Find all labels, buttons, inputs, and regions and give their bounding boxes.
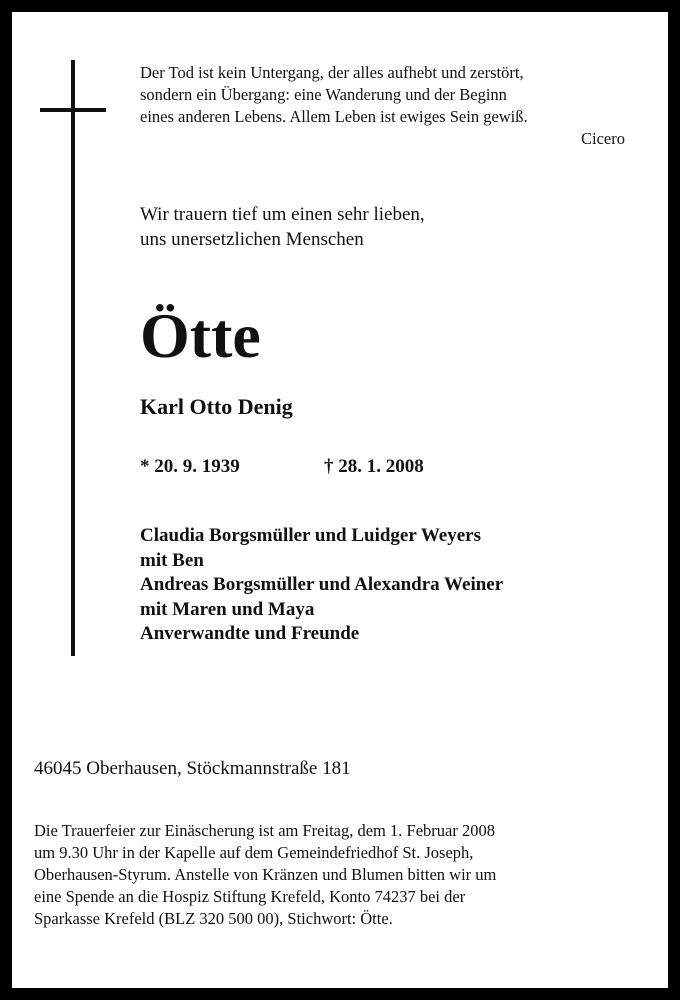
quote-line: eines anderen Lebens. Allem Leben ist ewiges Sein gewiß. <box>140 107 528 126</box>
deceased-nickname: Ötte <box>140 300 261 371</box>
quote-line: Der Tod ist kein Untergang, der alles aufhebt und zerstört, <box>140 63 524 82</box>
service-line: eine Spende an die Hospiz Stiftung Krefeld, Konto 74237 bei der <box>34 887 466 906</box>
mourner-line: mit Maren und Maya <box>140 598 315 620</box>
service-line: um 9.30 Uhr in der Kapelle auf dem Gemeindefriedhof St. Joseph, <box>34 843 474 862</box>
mourning-statement <box>140 202 620 252</box>
deceased-full-name: Karl Otto Denig <box>140 394 293 419</box>
mourning-line: Wir trauern tief um einen sehr lieben, <box>140 204 425 225</box>
obituary-notice <box>12 12 668 988</box>
life-dates <box>140 454 424 480</box>
cicero-quote <box>140 62 625 150</box>
cross-icon-horizontal-bar <box>40 108 106 112</box>
quote-author: Cicero <box>581 129 625 148</box>
mourning-line: uns unersetzlichen Menschen <box>140 229 364 250</box>
mourner-line: mit Ben <box>140 549 204 571</box>
funeral-service-info <box>34 820 624 930</box>
death-date: † 28. 1. 2008 <box>324 456 424 477</box>
service-line: Oberhausen-Styrum. Anstelle von Kränzen und Blumen bitten wir um <box>34 865 497 884</box>
mourners-list <box>140 524 620 647</box>
service-line: Sparkasse Krefeld (BLZ 320 500 00), Stichwort: Ötte. <box>34 909 393 928</box>
birth-date: * 20. 9. 1939 <box>140 456 240 477</box>
mourner-line: Anverwandte und Freunde <box>140 623 360 644</box>
mourner-line: Andreas Borgsmüller und Alexandra Weiner <box>140 574 504 595</box>
service-line: Die Trauerfeier zur Einäscherung ist am Freitag, dem 1. Februar 2008 <box>34 821 495 840</box>
cross-icon-vertical-bar <box>71 60 75 656</box>
mourner-line: Claudia Borgsmüller und Luidger Weyers <box>140 525 481 546</box>
family-address: 46045 Oberhausen, Stöckmannstraße 181 <box>34 758 351 779</box>
quote-line: sondern ein Übergang: eine Wanderung und der Beginn <box>140 85 507 104</box>
